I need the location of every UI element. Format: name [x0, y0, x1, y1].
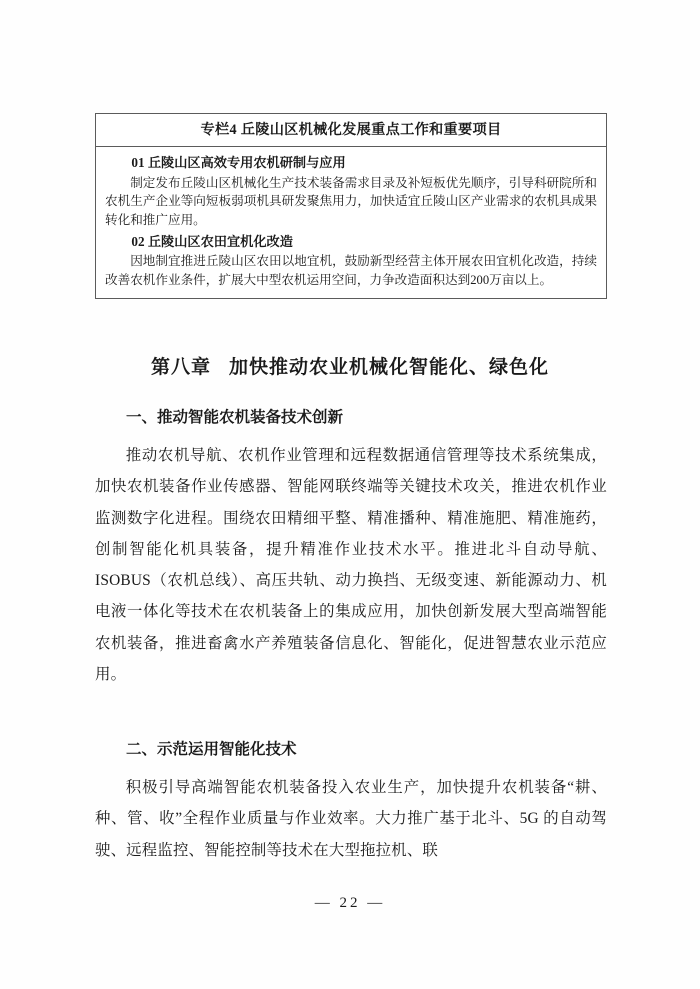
feature-item-1-text: 制定发布丘陵山区机械化生产技术装备需求目录及补短板优先顺序，引导科研院所和农机生产企业等向短板弱项机具研发聚焦用力，加快适宜丘陵山区产业需求的农机具成果转化和推广应用。: [105, 175, 597, 227]
chapter-title: 加快推动农业机械化智能化、绿色化: [229, 357, 550, 378]
feature-item-2-text: 因地制宜推进丘陵山区农田以地宜机，鼓励新型经营主体开展农田宜机化改造，持续改善农机作业条件，扩展大中型农机运用空间，力争改造面积达到200万亩以上。: [105, 253, 597, 287]
feature-item-2-title: 02 丘陵山区农田宜机化改造: [131, 233, 293, 249]
section-1-paragraph-block: [95, 440, 607, 690]
page-number: — 22 —: [314, 895, 386, 911]
section-2-heading: 二、示范运用智能化技术: [126, 741, 297, 758]
section-1-heading: 一、推动智能农机装备技术创新: [126, 409, 344, 426]
feature-box-title: 专栏4 丘陵山区机械化发展重点工作和重要项目: [96, 114, 606, 147]
section-1-paragraph: 推动农机导航、农机作业管理和远程数据通信管理等技术系统集成，加快农机装备作业传感器、智能网联终端等关键技术攻关，推进农机作业监测数字化进程。围绕农田精细平整、精准播种、精准施肥、精准施药，创制智能化机具装备，提升精准作业技术水平。推进北斗自动导航、ISOBUS（农机总线）、高压共轨、动力换挡、无级变速、新能源动力、机电液一体化等技术在农机装备上的集成应用，加快创新发展大型高端智能农机装备，推进畜禽水产养殖装备信息化、智能化，促进智慧农业示范应用。: [95, 447, 607, 683]
section-2-paragraph-block: [95, 772, 607, 866]
feature-box: [95, 113, 607, 299]
section-2-heading-block: [95, 738, 607, 763]
feature-item-1-title: 01 丘陵山区高效专用农机研制与应用: [131, 155, 346, 171]
section-1-heading-block: [95, 406, 607, 431]
section-2-paragraph: 积极引导高端智能农机装备投入农业生产，加快提升农机装备“耕、种、管、收”全程作业质量与作业效率。大力推广基于北斗、5G 的自动驾驶、远程监控、智能控制等技术在大型拖拉机、联: [95, 779, 607, 859]
chapter-heading: [0, 352, 700, 379]
chapter-number: 第八章: [150, 357, 211, 378]
feature-box-body: [96, 147, 606, 298]
